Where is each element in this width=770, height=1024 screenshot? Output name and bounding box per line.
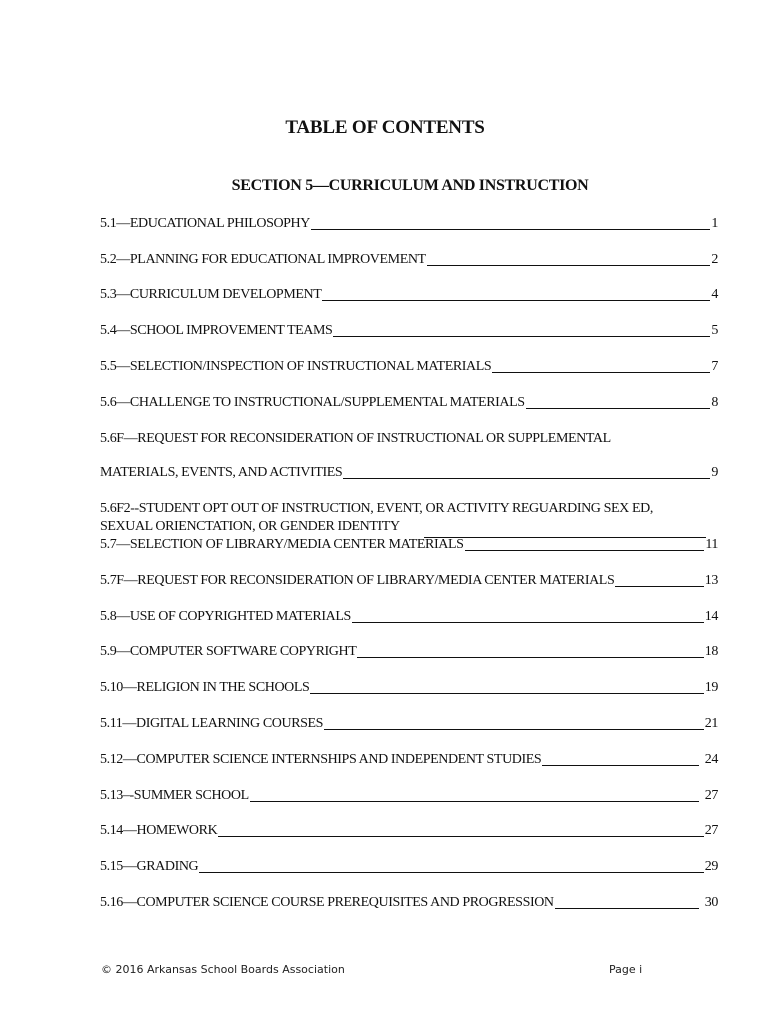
toc-entry-5-6f-line1[interactable]: 5.6F—REQUEST FOR RECONSIDERATION OF INSTRUCTIONAL OR SUPPLEMENTAL: [100, 431, 611, 446]
dot-leader: [322, 300, 710, 301]
dot-leader: [218, 836, 704, 837]
toc-entry-5-6f[interactable]: [100, 464, 718, 482]
entry-label: 5.15—GRADING: [100, 859, 199, 874]
toc-entry-5-16[interactable]: [100, 894, 718, 912]
toc-entry-5-12[interactable]: [100, 751, 718, 769]
dot-leader: [526, 408, 711, 409]
section-title: SECTION 5—CURRICULUM AND INSTRUCTION: [231, 177, 589, 194]
entry-page: 8: [711, 395, 718, 410]
dot-leader: [427, 265, 711, 266]
toc-entry-5-7[interactable]: [100, 536, 718, 554]
entry-page: 7: [711, 359, 718, 374]
toc-entry-5-13[interactable]: [100, 787, 718, 805]
entry-label: 5.7F—REQUEST FOR RECONSIDERATION OF LIBRARY/MEDIA CENTER MATERIALS: [100, 573, 615, 588]
entry-label: 5.12—COMPUTER SCIENCE INTERNSHIPS AND INDEPENDENT STUDIES: [100, 752, 542, 767]
entry-page: 13: [704, 573, 718, 588]
toc-title: TABLE OF CONTENTS: [285, 117, 485, 138]
entry-label: 5.14—HOMEWORK: [100, 823, 218, 838]
entry-label: 5.16—COMPUTER SCIENCE COURSE PREREQUISITES AND PROGRESSION: [100, 895, 554, 910]
dot-leader: [343, 478, 710, 479]
entry-page: 30: [704, 895, 718, 910]
entry-label: 5.3—CURRICULUM DEVELOPMENT: [100, 287, 322, 302]
dot-leader: [324, 729, 704, 730]
toc-entry-5-2[interactable]: [100, 251, 718, 269]
entry-page: 14: [704, 609, 718, 624]
entry-page: 11: [705, 537, 718, 552]
dot-leader: [250, 801, 699, 802]
toc-entry-5-9[interactable]: [100, 643, 718, 661]
entry-label: 5.13–-SUMMER SCHOOL: [100, 788, 249, 803]
entry-page: 29: [704, 859, 718, 874]
dot-leader: [615, 586, 703, 587]
entry-label: MATERIALS, EVENTS, AND ACTIVITIES: [100, 465, 343, 480]
dot-leader: [555, 908, 699, 909]
entry-label: 5.9—COMPUTER SOFTWARE COPYRIGHT: [100, 644, 357, 659]
dot-leader: [333, 336, 710, 337]
dot-leader: [352, 622, 704, 623]
entry-label: 5.8—USE OF COPYRIGHTED MATERIALS: [100, 609, 351, 624]
entry-page: 18: [704, 644, 718, 659]
entry-page: 19: [704, 680, 718, 695]
toc-entry-5-6f2-line2[interactable]: SEXUAL ORIENCTATION, OR GENDER IDENTITY: [100, 519, 400, 534]
entry-page: 24: [704, 752, 718, 767]
toc-entry-5-6f2-line1[interactable]: 5.6F2--STUDENT OPT OUT OF INSTRUCTION, EVENT, OR ACTIVITY REGUARDING SEX ED,: [100, 501, 653, 516]
dot-leader: [542, 765, 698, 766]
dot-leader: [492, 372, 710, 373]
entry-label: 5.11—DIGITAL LEARNING COURSES: [100, 716, 324, 731]
toc-entry-5-7f[interactable]: [100, 572, 718, 590]
dot-leader: [310, 693, 703, 694]
toc-entry-5-14[interactable]: [100, 822, 718, 840]
entry-page: 27: [704, 823, 718, 838]
entry-page: 21: [704, 716, 718, 731]
footer-page-number: Page i: [609, 963, 643, 976]
toc-entry-5-11[interactable]: [100, 715, 718, 733]
toc-entry-5-5[interactable]: [100, 358, 718, 376]
entry-page: 9: [711, 465, 718, 480]
toc-entry-5-8[interactable]: [100, 608, 718, 626]
dot-leader: [465, 550, 705, 551]
dot-leader: [357, 657, 703, 658]
toc-entry-5-15[interactable]: [100, 858, 718, 876]
entry-page: 27: [704, 788, 718, 803]
toc-entry-5-1[interactable]: [100, 215, 718, 233]
entry-page: 4: [711, 287, 718, 302]
entry-page: 5: [711, 323, 718, 338]
entry-label: 5.5—SELECTION/INSPECTION OF INSTRUCTIONAL MATERIALS: [100, 359, 492, 374]
footer-copyright: © 2016 Arkansas School Boards Association: [101, 963, 345, 976]
entry-label: 5.7—SELECTION OF LIBRARY/MEDIA CENTER MATERIALS: [100, 537, 464, 552]
entry-label: 5.1—EDUCATIONAL PHILOSOPHY: [100, 216, 310, 231]
entry-label: 5.2—PLANNING FOR EDUCATIONAL IMPROVEMENT: [100, 252, 426, 267]
dot-leader: [199, 872, 704, 873]
entry-page: 2: [711, 252, 718, 267]
entry-label: 5.6—CHALLENGE TO INSTRUCTIONAL/SUPPLEMENTAL MATERIALS: [100, 395, 525, 410]
dot-leader: [311, 229, 710, 230]
entry-label: 5.10—RELIGION IN THE SCHOOLS: [100, 680, 310, 695]
toc-entry-5-10[interactable]: [100, 679, 718, 697]
toc-entry-5-6[interactable]: [100, 394, 718, 412]
entry-page: 1: [711, 216, 718, 231]
toc-entry-5-3[interactable]: [100, 286, 718, 304]
entry-label: 5.4—SCHOOL IMPROVEMENT TEAMS: [100, 323, 333, 338]
toc-entry-5-4[interactable]: [100, 322, 718, 340]
